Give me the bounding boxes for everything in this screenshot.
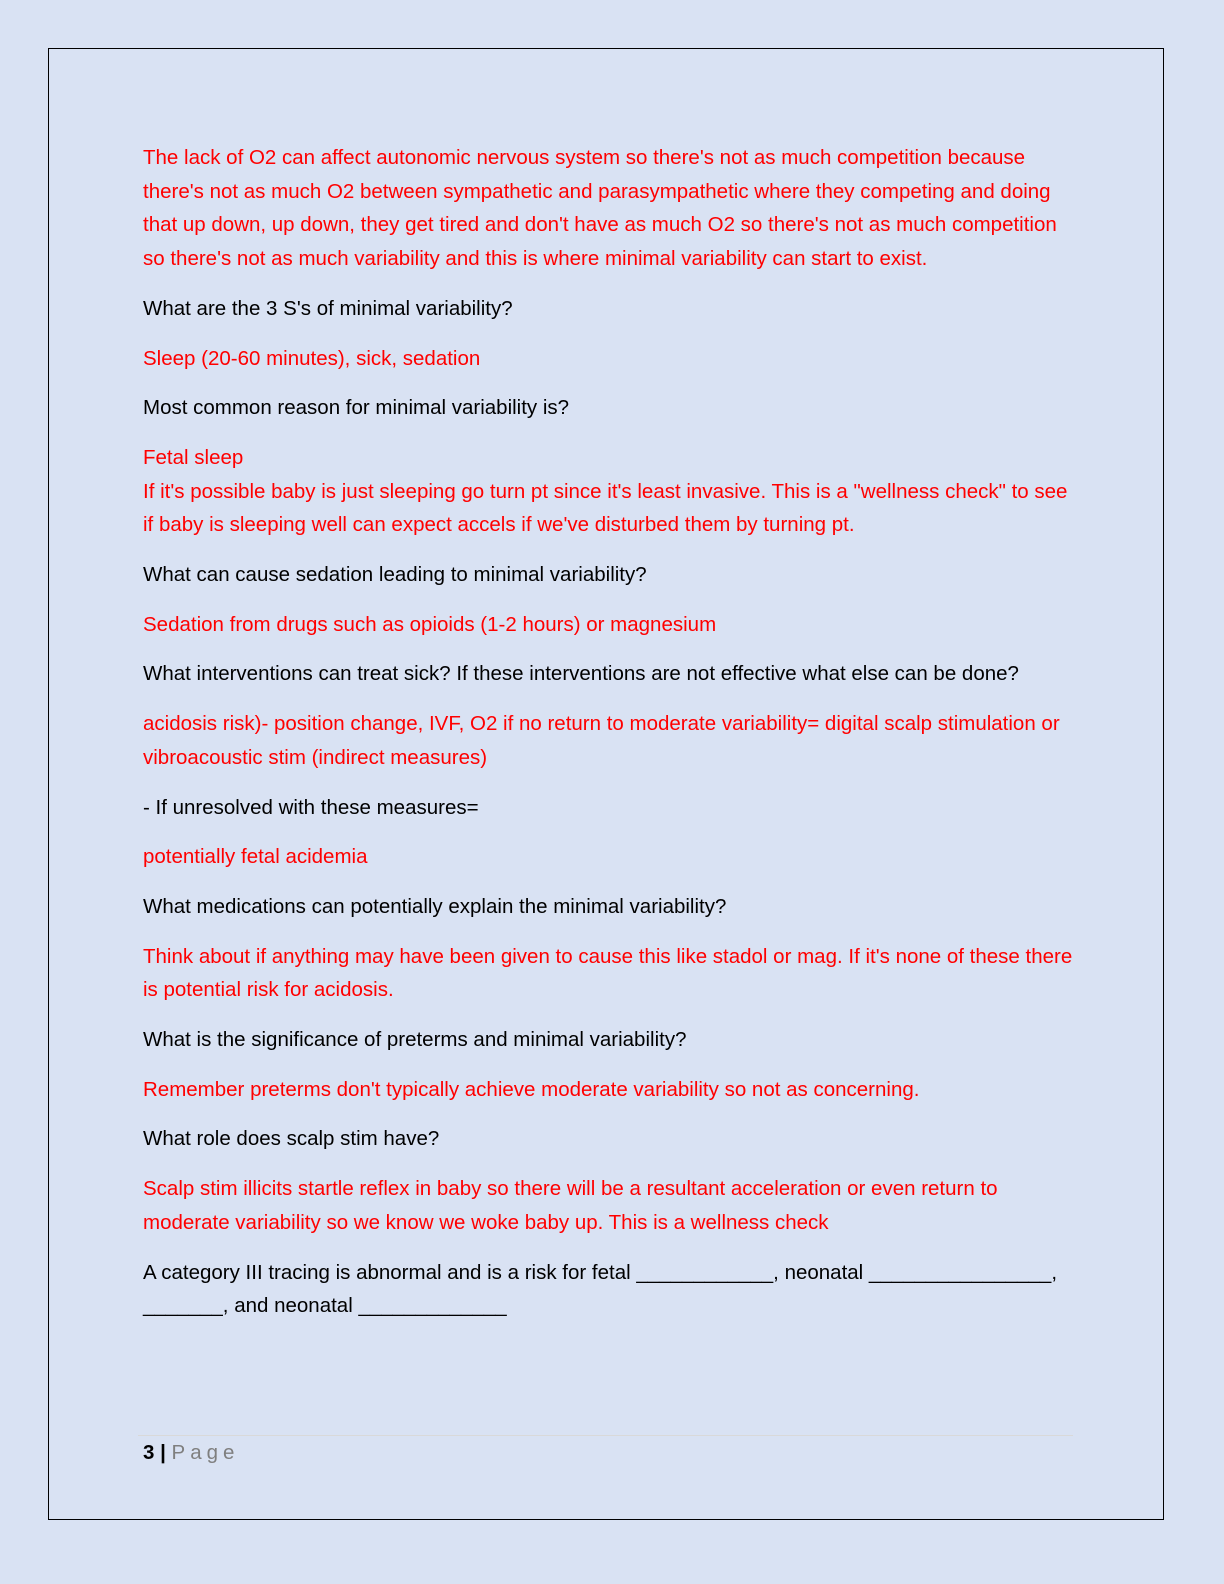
answer-paragraph: Scalp stim illicits startle reflex in baby so there will be a resultant acceleration or even return to moderate variability so we know we woke baby up. This is a wellness check (143, 1177, 998, 1234)
answer-paragraph: Remember preterms don't typically achieve moderate variability so not as concerning. (143, 1077, 920, 1101)
footer-divider (138, 1435, 1073, 1436)
question-paragraph: Most common reason for minimal variability is? (143, 396, 570, 420)
answer-paragraph: Sedation from drugs such as opioids (1-2 hours) or magnesium (143, 612, 717, 636)
answer-paragraph: Sleep (20-60 minutes), sick, sedation (143, 346, 481, 370)
question-paragraph: What role does scalp stim have? (143, 1127, 440, 1151)
question-paragraph: - If unresolved with these measures= (143, 795, 479, 819)
answer-paragraph: If it's possible baby is just sleeping go turn pt since it's least invasive. This is a "wellness check" to see if baby is sleeping well can expect accels if we've disturbed them by turning pt. (143, 479, 1068, 537)
question-paragraph: What is the significance of preterms and minimal variability? (143, 1028, 687, 1052)
question-paragraph: What are the 3 S's of minimal variability? (143, 296, 513, 320)
question-paragraph: What interventions can treat sick? If these interventions are not effective what else can be done? (143, 662, 1019, 686)
document-body (143, 141, 1078, 1339)
answer-paragraph: acidosis risk)- position change, IVF, O2 if no return to moderate variability= digital scalp stimulation or vibroacoustic stim (indirect measures) (143, 712, 1060, 769)
question-paragraph: What medications can potentially explain the minimal variability? (143, 894, 727, 918)
page-label: Page (171, 1441, 240, 1464)
footer-separator: | (154, 1441, 172, 1464)
fill-in-blank-paragraph: A category III tracing is abnormal and is a risk for fetal ____________, neonatal ________________, _______, and neonatal _____________ (143, 1260, 1058, 1318)
page-footer (143, 1438, 239, 1468)
answer-paragraph: Fetal sleep (143, 445, 244, 469)
answer-paragraph: Think about if anything may have been given to cause this like stadol or mag. If it's none of these there is potential risk for acidosis. (143, 944, 1073, 1002)
answer-paragraph: The lack of O2 can affect autonomic nervous system so there's not as much competition because there's not as much O2 between sympathetic and parasympathetic where they competing and doing that up down, up down, they get tired and don't have as much O2 so there's not as much competition so there's not as much variability and this is where minimal variability can start to exist. (143, 146, 1057, 271)
question-paragraph: What can cause sedation leading to minimal variability? (143, 563, 647, 587)
page-number: 3 (143, 1441, 155, 1464)
answer-paragraph: potentially fetal acidemia (143, 845, 368, 869)
